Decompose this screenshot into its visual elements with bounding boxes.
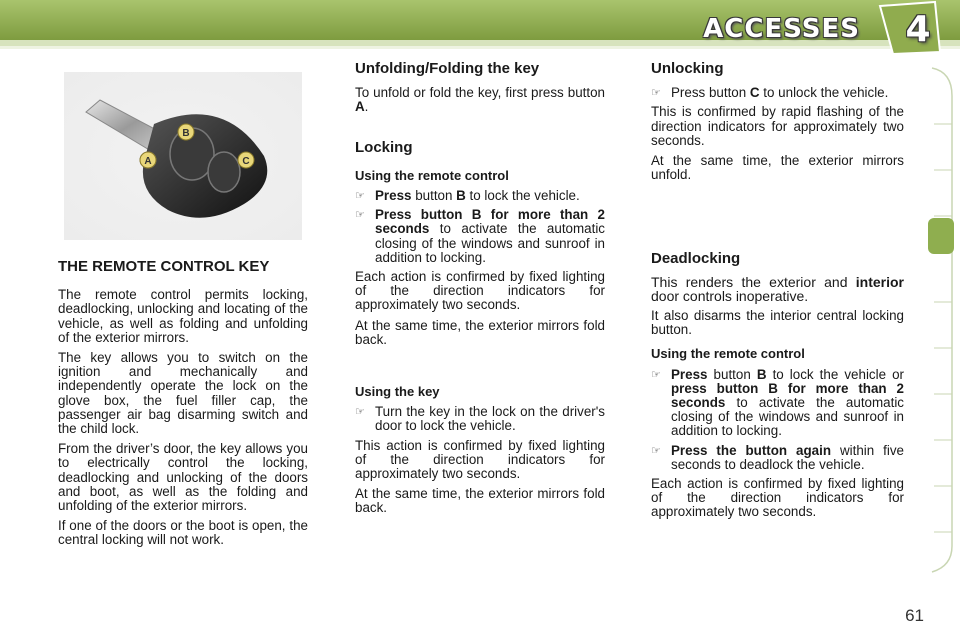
list-item: ☞ Press button C to unlock the vehicle. xyxy=(651,85,889,101)
list-item: ☞ Press button B to lock the vehicle. xyxy=(355,188,580,204)
tab-strip xyxy=(928,66,954,574)
left-paragraph: If one of the doors or the boot is open, the central locking will not work. xyxy=(58,518,308,548)
tab-active[interactable] xyxy=(928,218,954,254)
remote-key-heading: THE REMOTE CONTROL KEY xyxy=(58,258,270,275)
right-paragraph: This renders the exterior and interior door controls inoperative. xyxy=(651,273,904,304)
right-paragraph: This is confirmed by rapid flashing of the direction indicators for approximately two seconds. xyxy=(651,104,904,148)
folding-heading: Unfolding/Folding the key xyxy=(355,60,540,77)
list-item: ☞ Press the button again within five seconds to deadlock the vehicle. xyxy=(651,442,905,472)
svg-text:A: A xyxy=(144,156,152,167)
button-b-marker xyxy=(178,124,194,140)
pointing-hand-icon: ☞ xyxy=(651,87,661,100)
button-a-marker xyxy=(140,152,156,168)
unlocking-heading: Unlocking xyxy=(651,60,724,77)
list-item: ☞ Turn the key in the lock on the driver's door to lock the vehicle. xyxy=(355,404,605,434)
left-paragraph: From the driver’s door, the key allows you to electrically control the locking, deadlocking and unlocking of the doors and boot, as well as the folding and unfolding of the exterior mirrors. xyxy=(58,441,308,514)
page-header xyxy=(0,0,960,62)
right-column xyxy=(651,62,904,526)
middle-paragraph: This action is confirmed by fixed lighting of the direction indicators for approximately two seconds. xyxy=(355,437,605,482)
folding-text: To unfold or fold the key, first press button A. xyxy=(355,85,605,115)
remote-subheading: Using the remote control xyxy=(355,167,509,183)
locking-heading: Locking xyxy=(355,138,413,156)
list-item: ☞ Press button B for more than 2 seconds to activate the automatic closing of the windows and sunroof in addition to locking. xyxy=(355,207,605,265)
remote-subheading: Using the remote control xyxy=(651,346,805,362)
pointing-hand-icon: ☞ xyxy=(651,444,661,457)
middle-column xyxy=(355,62,605,522)
right-paragraph: At the same time, the exterior mirrors unfold. xyxy=(651,153,904,183)
pointing-hand-icon: ☞ xyxy=(651,368,661,381)
left-column xyxy=(58,260,308,554)
remote-key-photo xyxy=(64,72,302,240)
list-item: ☞ Press button B to lock the vehicle or press button B for more than 2 seconds to activate the automatic closing of the windows and sunroof in addition to locking. xyxy=(651,366,904,439)
key-subheading: Using the key xyxy=(355,384,440,400)
pointing-hand-icon: ☞ xyxy=(355,190,365,203)
deadlocking-heading: Deadlocking xyxy=(651,250,741,268)
right-paragraph: Each action is confirmed by fixed lighting of the direction indicators for approximately two seconds. xyxy=(651,476,904,520)
chapter-title: ACCESSES xyxy=(703,14,860,44)
pointing-hand-icon: ☞ xyxy=(355,209,365,222)
chapter-number: 4 xyxy=(905,9,931,50)
svg-text:B: B xyxy=(182,128,190,139)
right-paragraph: It also disarms the interior central locking button. xyxy=(651,308,904,338)
svg-text:C: C xyxy=(242,156,250,167)
button-c-marker xyxy=(238,152,254,168)
middle-paragraph: Each action is confirmed by fixed lighting of the direction indicators for approximately two seconds. xyxy=(355,269,605,313)
chapter-tabs[interactable] xyxy=(928,66,954,574)
middle-paragraph: At the same time, the exterior mirrors fold back. xyxy=(355,317,605,347)
left-paragraph: The key allows you to switch on the ignition and mechanically and independently operate the lock on the glove box, the fuel filler cap, the passenger air bag disarming switch and the child lock. xyxy=(58,350,308,437)
middle-paragraph: At the same time, the exterior mirrors fold back. xyxy=(355,486,605,516)
page-number: 61 xyxy=(905,606,924,625)
pointing-hand-icon: ☞ xyxy=(355,406,365,419)
left-paragraph: The remote control permits locking, deadlocking, unlocking and locating of the vehicle, as well as folding and unfolding of the exterior mirrors. xyxy=(58,287,308,345)
